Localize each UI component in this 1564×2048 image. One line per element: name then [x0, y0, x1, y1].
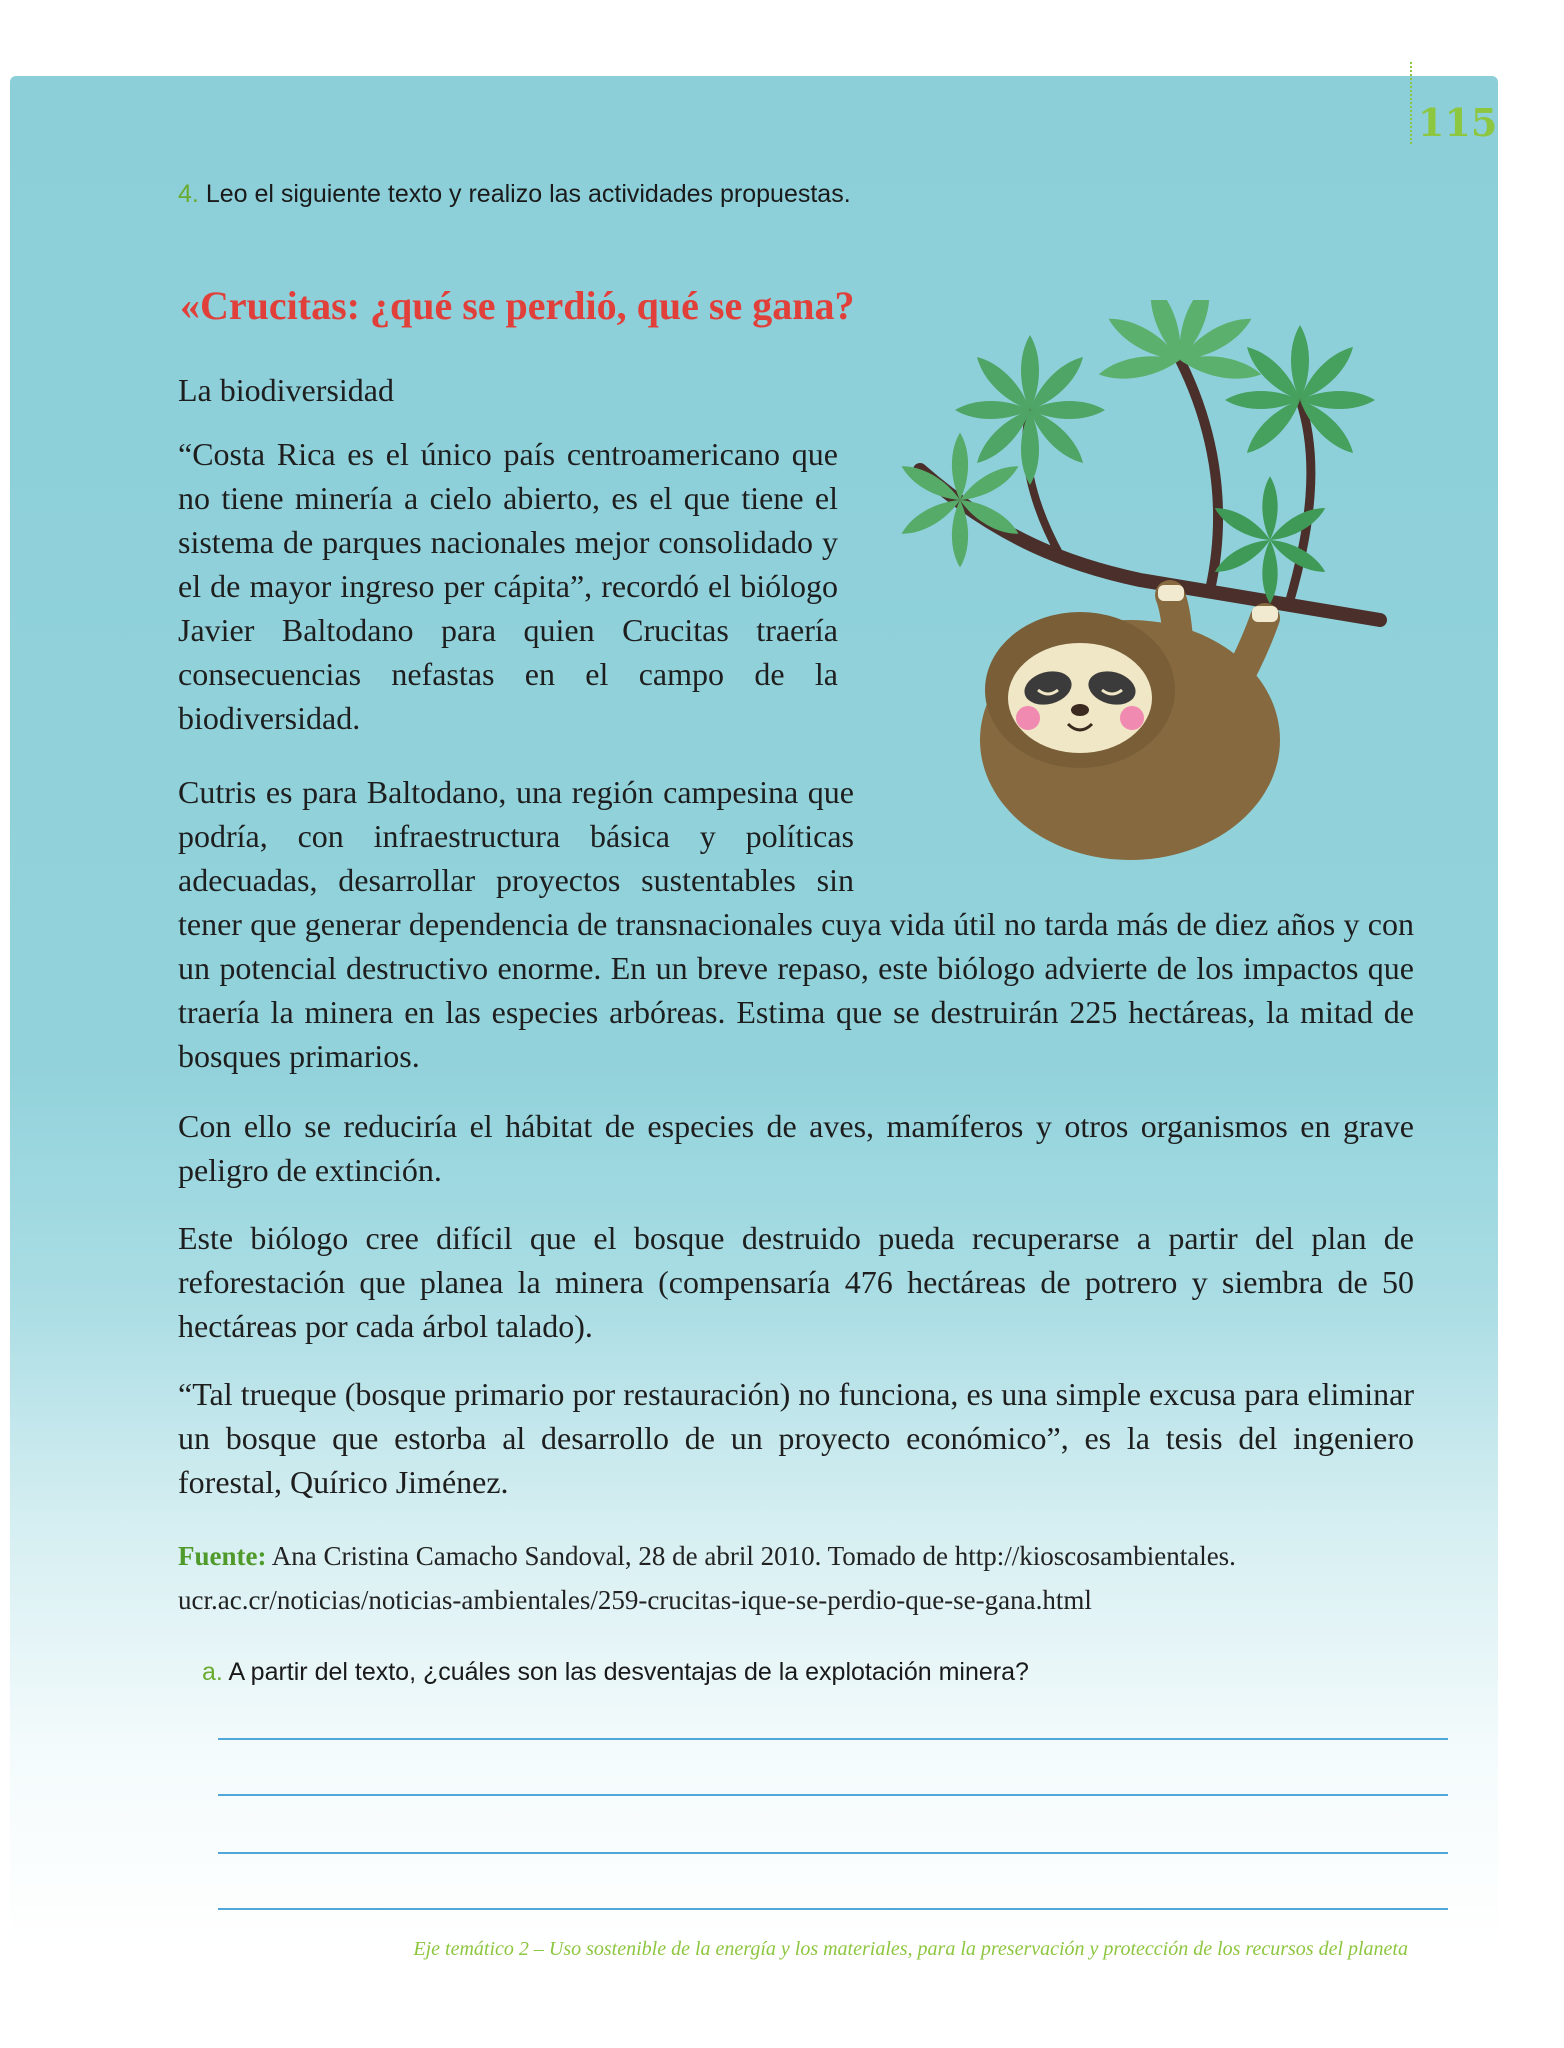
paragraph-2 [178, 770, 1414, 1078]
article-title: «Crucitas: ¿qué se perdió, qué se gana? [180, 283, 855, 328]
question-a [202, 1658, 1029, 1687]
article-subtitle: La biodiversidad [178, 372, 394, 408]
paragraph-5: “Tal trueque (bosque primario por restauración) no funciona, es una simple excusa para eliminar un bosque que estorba al desarrollo de un proyecto económico”, es la tesis del ingeniero forestal, Quírico Jiménez. [178, 1376, 1414, 1500]
answer-line[interactable] [218, 1908, 1448, 1910]
paragraph-1: “Costa Rica es el único país centroamericano que no tiene minería a cielo abierto, es el que tiene el sistema de parques nacionales mejor consolidado y el de mayor ingreso per cápita”, recordó el biólogo Javier Baltodano para quien Crucitas traería consecuencias nefastas en el campo de la biodiversidad. [178, 436, 838, 736]
answer-line[interactable] [218, 1738, 1448, 1740]
page-number: 115 [1418, 100, 1498, 145]
question-text: A partir del texto, ¿cuáles son las desventajas de la explotación minera? [228, 1658, 1029, 1686]
question-letter: a. [202, 1658, 223, 1686]
float-spacer [854, 770, 1414, 890]
instruction-text: Leo el siguiente texto y realizo las actividades propuestas. [205, 180, 851, 208]
answer-line[interactable] [218, 1852, 1448, 1854]
instruction [178, 180, 851, 209]
footer-theme: Eje temático 2 – Uso sostenible de la energía y los materiales, para la preservación y protección de los recursos del planeta [413, 1938, 1408, 1960]
source-text: Ana Cristina Camacho Sandoval, 28 de abril 2010. Tomado de http://kioscosambientales. ucr.ac.cr/noticias/noticias-ambientales/259-crucitas-ique-se-perdio-que-se-gana.html [178, 1541, 1236, 1615]
page-number-divider [1410, 62, 1412, 144]
instruction-number: 4. [178, 180, 199, 208]
answer-line[interactable] [218, 1794, 1448, 1796]
paragraph-4: Este biólogo cree difícil que el bosque destruido pueda recuperarse a partir del plan de reforestación que planea la minera (compensaría 476 hectáreas de potrero y siembra de 50 hectáreas por cada árbol talado). [178, 1220, 1414, 1344]
paragraph-3: Con ello se reduciría el hábitat de especies de aves, mamíferos y otros organismos en grave peligro de extinción. [178, 1108, 1414, 1188]
source-citation [178, 1534, 1414, 1622]
paragraph-2-text: Cutris es para Baltodano, una región campesina que podría, con infraestructura básica y políticas adecuadas, desarrollar proyectos sustentables sin tener que generar dependencia de transnacionales cuya vida útil no tarda más de diez años y con un potencial destructivo enorme. En un breve repaso, este biólogo advierte de los impactos que traería la minera en las especies arbóreas. Estima que se destruirán 225 hectáreas, la mitad de bosques primarios. [178, 774, 1414, 1074]
source-label: Fuente: [178, 1541, 267, 1571]
